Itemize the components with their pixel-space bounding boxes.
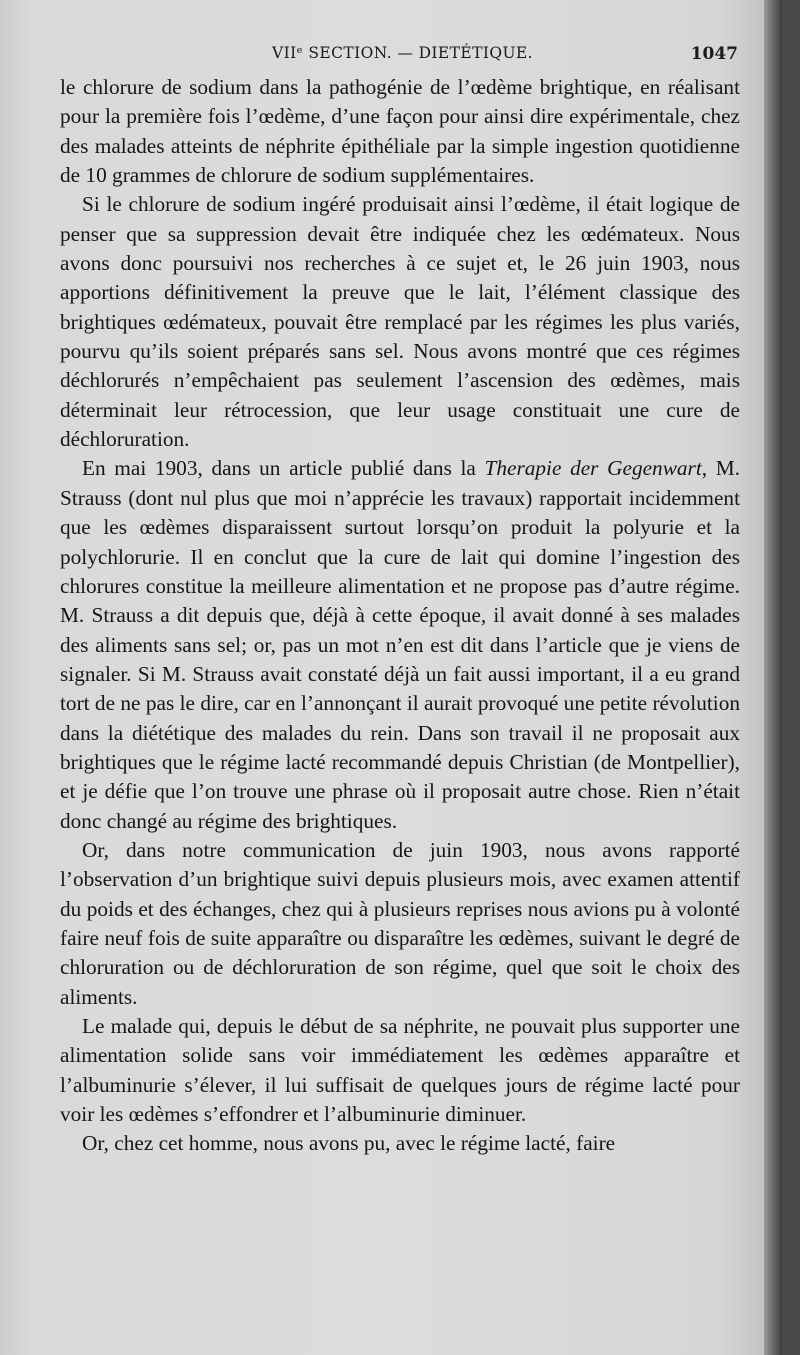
text-run: Si le chlorure de sodium ingéré produisait ainsi l’œdème, il était logique de penser que sa suppression devait être indiquée chez les œdémateux. Nous avons donc poursuivi nos recherches à ce sujet et, le 26 juin 1903, nous apportions définitivement la preuve que le lait, l’élément classique des brightiques œdémateux, pouvait être remplacé par les régimes les plus variés, pourvu qu’ils soient préparés sans sel. Nous avons montré que ces régimes déchlorurés n’empêchaient pas seulement l’ascension des œdèmes, mais déterminait leur rétrocession, que leur usage constituait une cure de déchloruration.	[60, 192, 740, 452]
paragraph-observation	[60, 836, 740, 1012]
journal-title: Therapie der Gegenwart	[484, 456, 702, 481]
gutter-shadow	[764, 0, 782, 1355]
paragraph-continuation	[60, 73, 740, 190]
paragraph-final	[60, 1129, 740, 1158]
running-head	[60, 44, 738, 70]
body-text	[60, 73, 740, 1159]
running-title: VIIᵉ SECTION. — DIETÉTIQUE.	[272, 44, 533, 62]
page-number: 1047	[690, 44, 738, 64]
text-run: , M. Strauss (dont nul plus que moi n’apprécie les travaux) rapportait incidemment que les œdèmes disparaissent surtout lorsqu’on produit la polyurie et la polychlorurie. Il en conclut que la cure de lait qui domine l’ingestion des chlorures constitue la meilleure alimentation et ne propose pas d’autre régime. M. Strauss a dit depuis que, déjà à cette époque, il avait donné à ses malades des aliments sans sel; or, pas un mot n’en est dit dans l’article que je viens de signaler. Si M. Strauss avait constaté déjà un fait aussi important, il a eu grand tort de ne pas le dire, car en l’annonçant il aurait provoqué une petite révolution dans la diététique des malades du rein. Dans son travail il ne proposait aux brightiques que le régime lacté recommandé depuis Christian (de Montpellier), et je défie que l’on trouve une phrase où il proposait autre chose. Rien n’était donc changé au régime des brightiques.	[60, 456, 740, 833]
paragraph-malade	[60, 1012, 740, 1129]
text-run: Or, chez cet homme, nous avons pu, avec le régime lacté, faire	[82, 1131, 616, 1156]
text-run: le chlorure de sodium dans la pathogénie de l’œdème brightique, en réalisant pour la première fois l’œdème, d’une façon pour ainsi dire expérimentale, chez des malades atteints de néphrite épithéliale par la simple ingestion quotidienne de 10 grammes de chlorure de sodium supplémentaires.	[60, 75, 740, 188]
text-run: Or, dans notre communication de juin 1903, nous avons rapporté l’observation d’un brightique suivi depuis plusieurs mois, avec examen attentif du poids et des échanges, chez qui à plusieurs reprises nous avions pu à volonté faire neuf fois de suite apparaître ou disparaître les œdèmes, suivant le degré de chloruration ou de déchloruration de son régime, quel que soit le choix des aliments.	[60, 837, 740, 1009]
paragraph-strauss	[60, 454, 740, 835]
paragraph-chlorure-suppression	[60, 190, 740, 454]
text-run: Le malade qui, depuis le début de sa néphrite, ne pouvait plus supporter une alimentation solide sans voir immédiatement les œdèmes apparaître et l’albuminurie s’élever, il lui suffisait de quelques jours de régime lacté pour voir les œdèmes s’effondrer et l’albuminurie diminuer.	[60, 1014, 740, 1127]
text-run: En mai 1903, dans un article publié dans la	[82, 456, 485, 481]
